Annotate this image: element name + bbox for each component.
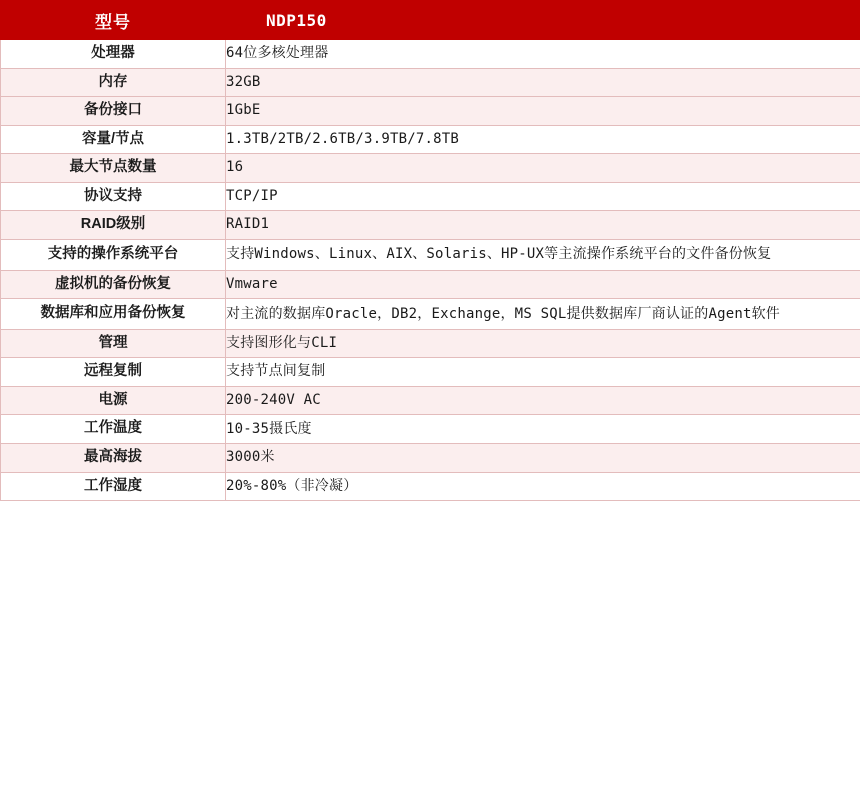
- table-row: [1, 386, 860, 415]
- table-row: [1, 270, 860, 299]
- table-header-row: [1, 1, 860, 40]
- row-value: 16: [226, 154, 860, 183]
- row-value: 1GbE: [226, 97, 860, 126]
- table-row: [1, 211, 860, 240]
- row-value: 10-35摄氏度: [226, 415, 860, 444]
- row-label: 备份接口: [1, 97, 226, 126]
- row-label: RAID级别: [1, 211, 226, 240]
- row-label: 最高海拔: [1, 444, 226, 473]
- table-row: [1, 40, 860, 69]
- row-value: Vmware: [226, 270, 860, 299]
- table-row: [1, 329, 860, 358]
- header-label-cell: 型号: [1, 1, 226, 40]
- row-value: 支持图形化与CLI: [226, 329, 860, 358]
- row-label: 协议支持: [1, 182, 226, 211]
- table-body: [1, 1, 860, 501]
- row-value: 64位多核处理器: [226, 40, 860, 69]
- row-value: 3000米: [226, 444, 860, 473]
- row-label: 处理器: [1, 40, 226, 69]
- row-label: 容量/节点: [1, 125, 226, 154]
- row-value: 支持Windows、Linux、AIX、Solaris、HP-UX等主流操作系统平台的文件备份恢复: [226, 239, 860, 270]
- table-row: [1, 444, 860, 473]
- row-value: 32GB: [226, 68, 860, 97]
- row-label: 虚拟机的备份恢复: [1, 270, 226, 299]
- row-value: RAID1: [226, 211, 860, 240]
- row-value: 对主流的数据库Oracle，DB2，Exchange，MS SQL提供数据库厂商认证的Agent软件: [226, 299, 860, 330]
- table-row: [1, 97, 860, 126]
- table-row: [1, 154, 860, 183]
- table-row: [1, 472, 860, 501]
- table-row: [1, 68, 860, 97]
- table-row: [1, 299, 860, 330]
- row-label: 远程复制: [1, 358, 226, 387]
- table-row: [1, 358, 860, 387]
- row-label: 电源: [1, 386, 226, 415]
- row-label: 数据库和应用备份恢复: [1, 299, 226, 330]
- table-row: [1, 182, 860, 211]
- table-row: [1, 125, 860, 154]
- row-label: 内存: [1, 68, 226, 97]
- row-label: 最大节点数量: [1, 154, 226, 183]
- row-value: TCP/IP: [226, 182, 860, 211]
- row-value: 1.3TB/2TB/2.6TB/3.9TB/7.8TB: [226, 125, 860, 154]
- table-row: [1, 239, 860, 270]
- header-value-cell: NDP150: [226, 1, 860, 40]
- row-value: 支持节点间复制: [226, 358, 860, 387]
- table-row: [1, 415, 860, 444]
- row-label: 工作温度: [1, 415, 226, 444]
- row-label: 管理: [1, 329, 226, 358]
- row-label: 工作湿度: [1, 472, 226, 501]
- row-label: 支持的操作系统平台: [1, 239, 226, 270]
- row-value: 200-240V AC: [226, 386, 860, 415]
- row-value: 20%-80%（非冷凝）: [226, 472, 860, 501]
